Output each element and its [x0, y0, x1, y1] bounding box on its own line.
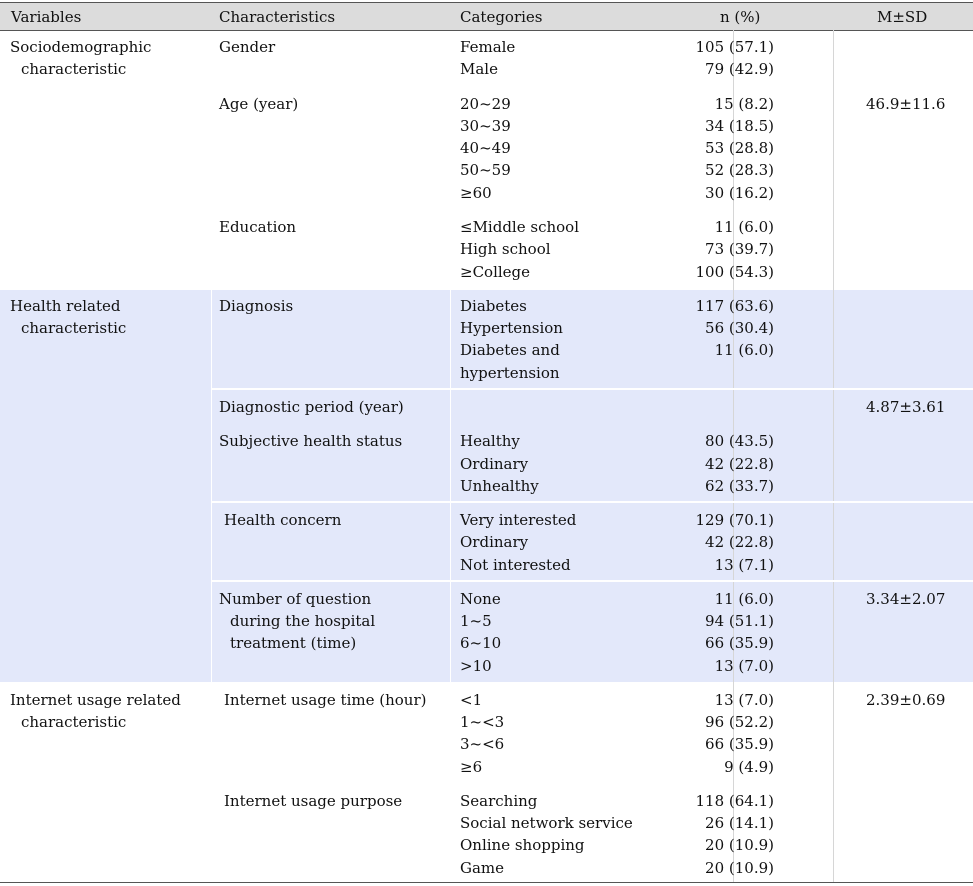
category-cell: Social network service: [460, 814, 633, 832]
category-cell: 40~49: [460, 139, 511, 157]
category-cell: Ordinary: [460, 533, 529, 551]
category-cell: Male: [460, 60, 498, 78]
n-percent-cell: 79 (42.9): [705, 60, 774, 78]
n-percent-cell: 118 (64.1): [695, 792, 774, 810]
n-percent-cell: 96 (52.2): [705, 713, 774, 731]
n-percent-cell: 80 (43.5): [705, 432, 774, 450]
characteristic-label: Internet usage purpose: [224, 792, 403, 810]
characteristic-label: Gender: [219, 38, 276, 56]
characteristic-label: Diagnostic period (year): [219, 398, 404, 416]
header-msd: M±SD: [877, 8, 928, 26]
table-bottom-rule: [0, 882, 973, 883]
n-percent-cell: 94 (51.1): [705, 612, 774, 630]
n-percent-cell: 20 (10.9): [705, 836, 774, 854]
category-cell: Game: [460, 859, 505, 877]
category-cell: 30~39: [460, 117, 511, 135]
category-cell: ≥60: [460, 184, 492, 202]
group-label: Sociodemographic: [10, 38, 152, 56]
category-cell: 3~<6: [460, 735, 505, 753]
characteristic-label: Health concern: [224, 511, 342, 529]
msd-cell: 4.87±3.61: [866, 398, 946, 416]
n-percent-cell: 73 (39.7): [705, 240, 774, 258]
category-cell: hypertension: [460, 364, 560, 382]
msd-cell: 3.34±2.07: [866, 590, 946, 608]
group-label: characteristic: [21, 60, 127, 78]
category-cell: Healthy: [460, 432, 520, 450]
characteristic-label: Education: [219, 218, 297, 236]
category-cell: <1: [460, 691, 483, 709]
characteristic-label: Subjective health status: [219, 432, 403, 450]
characteristic-label: during the hospital: [230, 612, 376, 630]
n-percent-cell: 66 (35.9): [705, 735, 774, 753]
n-percent-cell: 66 (35.9): [705, 634, 774, 652]
category-cell: ≤Middle school: [460, 218, 579, 236]
group-label: Health related: [10, 297, 121, 315]
header-characteristics: Characteristics: [219, 8, 336, 26]
n-percent-cell: 117 (63.6): [695, 297, 774, 315]
row-separator: [212, 501, 973, 503]
characteristic-label: treatment (time): [230, 634, 357, 652]
n-percent-cell: 26 (14.1): [705, 814, 774, 832]
category-cell: Hypertension: [460, 319, 563, 337]
characteristic-label: Diagnosis: [219, 297, 294, 315]
n-percent-cell: 11 (6.0): [714, 590, 774, 608]
n-percent-cell: 42 (22.8): [705, 455, 774, 473]
category-cell: 6~10: [460, 634, 502, 652]
category-cell: 1~<3: [460, 713, 505, 731]
n-percent-cell: 53 (28.8): [705, 139, 774, 157]
row-separator: [212, 388, 973, 390]
category-cell: ≥College: [460, 263, 531, 281]
header-n-percent: n (%): [720, 8, 761, 26]
n-percent-cell: 15 (8.2): [714, 95, 774, 113]
n-percent-cell: 129 (70.1): [695, 511, 774, 529]
column-divider: [211, 290, 212, 682]
category-cell: Female: [460, 38, 516, 56]
category-cell: Unhealthy: [460, 477, 539, 495]
msd-cell: 46.9±11.6: [866, 95, 946, 113]
n-percent-cell: 30 (16.2): [705, 184, 774, 202]
category-cell: None: [460, 590, 501, 608]
category-cell: Diabetes and: [460, 341, 560, 359]
group-label: characteristic: [21, 713, 127, 731]
n-percent-cell: 56 (30.4): [705, 319, 774, 337]
msd-cell: 2.39±0.69: [866, 691, 946, 709]
category-cell: Diabetes: [460, 297, 527, 315]
category-cell: >10: [460, 657, 492, 675]
category-cell: High school: [460, 240, 551, 258]
table-header: [0, 2, 973, 31]
n-percent-cell: 34 (18.5): [705, 117, 774, 135]
n-percent-cell: 13 (7.0): [714, 691, 774, 709]
category-cell: Searching: [460, 792, 538, 810]
n-percent-cell: 42 (22.8): [705, 533, 774, 551]
category-cell: 1~5: [460, 612, 492, 630]
n-percent-cell: 9 (4.9): [724, 758, 774, 776]
n-percent-cell: 13 (7.1): [714, 556, 774, 574]
n-percent-cell: 11 (6.0): [714, 341, 774, 359]
category-cell: Not interested: [460, 556, 571, 574]
n-percent-cell: 13 (7.0): [714, 657, 774, 675]
characteristic-label: Age (year): [219, 95, 299, 113]
row-separator: [212, 580, 973, 582]
n-percent-cell: 52 (28.3): [705, 161, 774, 179]
category-cell: ≥6: [460, 758, 483, 776]
group-label: Internet usage related: [10, 691, 181, 709]
group-label: characteristic: [21, 319, 127, 337]
n-percent-cell: 105 (57.1): [695, 38, 774, 56]
column-divider: [833, 30, 834, 882]
n-percent-cell: 11 (6.0): [714, 218, 774, 236]
category-cell: Very interested: [460, 511, 577, 529]
characteristic-label: Internet usage time (hour): [224, 691, 427, 709]
n-percent-cell: 20 (10.9): [705, 859, 774, 877]
category-cell: Online shopping: [460, 836, 585, 854]
header-categories: Categories: [460, 8, 543, 26]
category-cell: 50~59: [460, 161, 511, 179]
category-cell: 20~29: [460, 95, 511, 113]
n-percent-cell: 62 (33.7): [705, 477, 774, 495]
characteristic-label: Number of question: [219, 590, 372, 608]
category-cell: Ordinary: [460, 455, 529, 473]
n-percent-cell: 100 (54.3): [695, 263, 774, 281]
header-variables: Variables: [11, 8, 82, 26]
column-divider: [450, 290, 451, 682]
